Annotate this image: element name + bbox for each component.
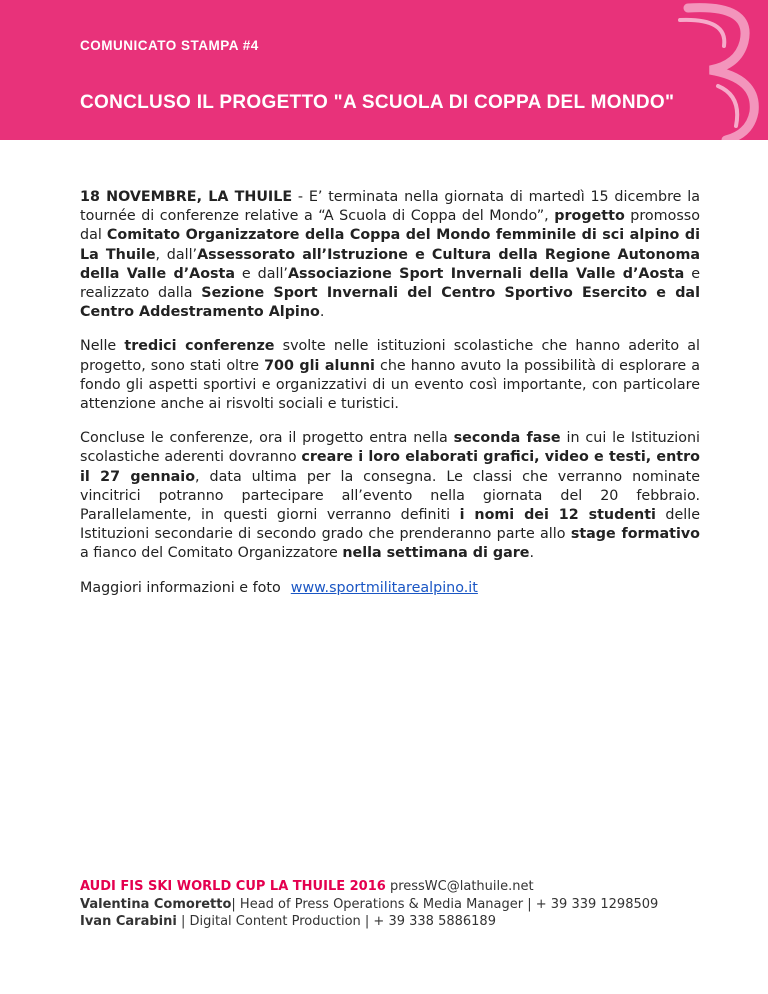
text-run: , data ultima per la consegna. Le classi che verranno nominate vincitrici potranno partecipare all’evento nella giornata del 20 febbraio. Parallelamente, in questi giorni verranno definiti [80, 468, 701, 524]
header-banner [0, 0, 768, 140]
bold-text: Comitato Organizzatore della Coppa del Mondo femminile di sci alpino di La Thuile [80, 227, 700, 263]
bold-text: Assessorato all’Istruzione e Cultura della Regione Autonoma della Valle d’Aosta [80, 246, 700, 282]
text-run: , dall’ [155, 246, 198, 263]
event-name: AUDI FIS SKI WORLD CUP LA THUILE 2016 [80, 879, 386, 894]
article-body [80, 188, 700, 613]
text-run: e realizzato dalla [80, 265, 700, 302]
text-run: Concluse le conferenze, ora il progetto entra nella [80, 430, 454, 447]
text-run: che hanno avuto la possibilità di esplorare a fondo gli aspetti sportivi e organizzativi di un evento così importante, con particolare attenzione anche ai risvolti sociali e turistici. [80, 357, 700, 413]
text-run: - E’ terminata nella giornata di martedì 15 dicembre la tournée di conferenze relative a “A Scuola di Coppa del Mondo”, [80, 189, 700, 225]
paragraph-second-phase [80, 429, 700, 563]
swirl-logo-icon [658, 0, 768, 140]
bold-text: tredici conferenze [124, 338, 275, 355]
contact-2-role: | Digital Content Production | + 39 338 5886189 [176, 914, 496, 929]
more-info-label: Maggiori informazioni e foto [80, 579, 281, 596]
more-info-line [80, 579, 700, 598]
contact-line-2 [80, 913, 658, 931]
text-run: in cui le Istituzioni scolastiche aderenti dovranno [80, 430, 700, 466]
contact-1-name: Valentina Comoretto [80, 896, 232, 912]
contact-2-name: Ivan Carabini [80, 914, 177, 929]
bold-text: 18 NOVEMBRE, LA THUILE [80, 189, 293, 205]
bold-text: seconda fase [453, 430, 561, 447]
text-run: Nelle [80, 338, 125, 355]
text-run: delle Istituzioni secondarie di secondo grado che prenderanno parte allo [80, 507, 700, 543]
page-title: CONCLUSO IL PROGETTO "A SCUOLA DI COPPA DEL MONDO" [80, 92, 675, 113]
text-run: promosso dal [80, 208, 700, 244]
bold-text: i nomi dei 12 studenti [459, 507, 656, 524]
bold-text: 700 gli alunni [264, 357, 375, 374]
bold-text: Associazione Sport Invernali della Valle d’Aosta [287, 265, 685, 282]
website-link[interactable]: www.sportmilitarealpino.it [290, 579, 478, 596]
text-run: . [529, 545, 535, 562]
press-email[interactable]: pressWC@lathuile.net [389, 879, 534, 894]
bold-text: stage formativo [570, 526, 700, 543]
bold-text: Sezione Sport Invernali del Centro Sportivo Esercito e dal Centro Addestramento Alpino [80, 285, 700, 321]
text-run: . [319, 304, 325, 321]
footer-contacts [80, 878, 658, 931]
text-run: a fianco del Comitato Organizzatore [80, 545, 343, 562]
paragraph-intro [80, 188, 700, 322]
contact-line-1 [80, 896, 658, 914]
text-run: svolte nelle istituzioni scolastiche che hanno aderito al progetto, sono stati oltre [80, 338, 700, 374]
bold-text: creare i loro elaborati grafici, video e testi, entro il 27 gennaio [80, 449, 700, 485]
text-run: e dall’ [235, 265, 288, 282]
paragraph-conferences [80, 337, 700, 414]
footer-org-line [80, 878, 658, 896]
contact-1-role: | Head of Press Operations & Media Manager | + 39 339 1298509 [231, 896, 659, 912]
bold-text: progetto [554, 208, 625, 225]
press-release-label: COMUNICATO STAMPA #4 [80, 38, 259, 53]
bold-text: nella settimana di gare [342, 545, 530, 562]
